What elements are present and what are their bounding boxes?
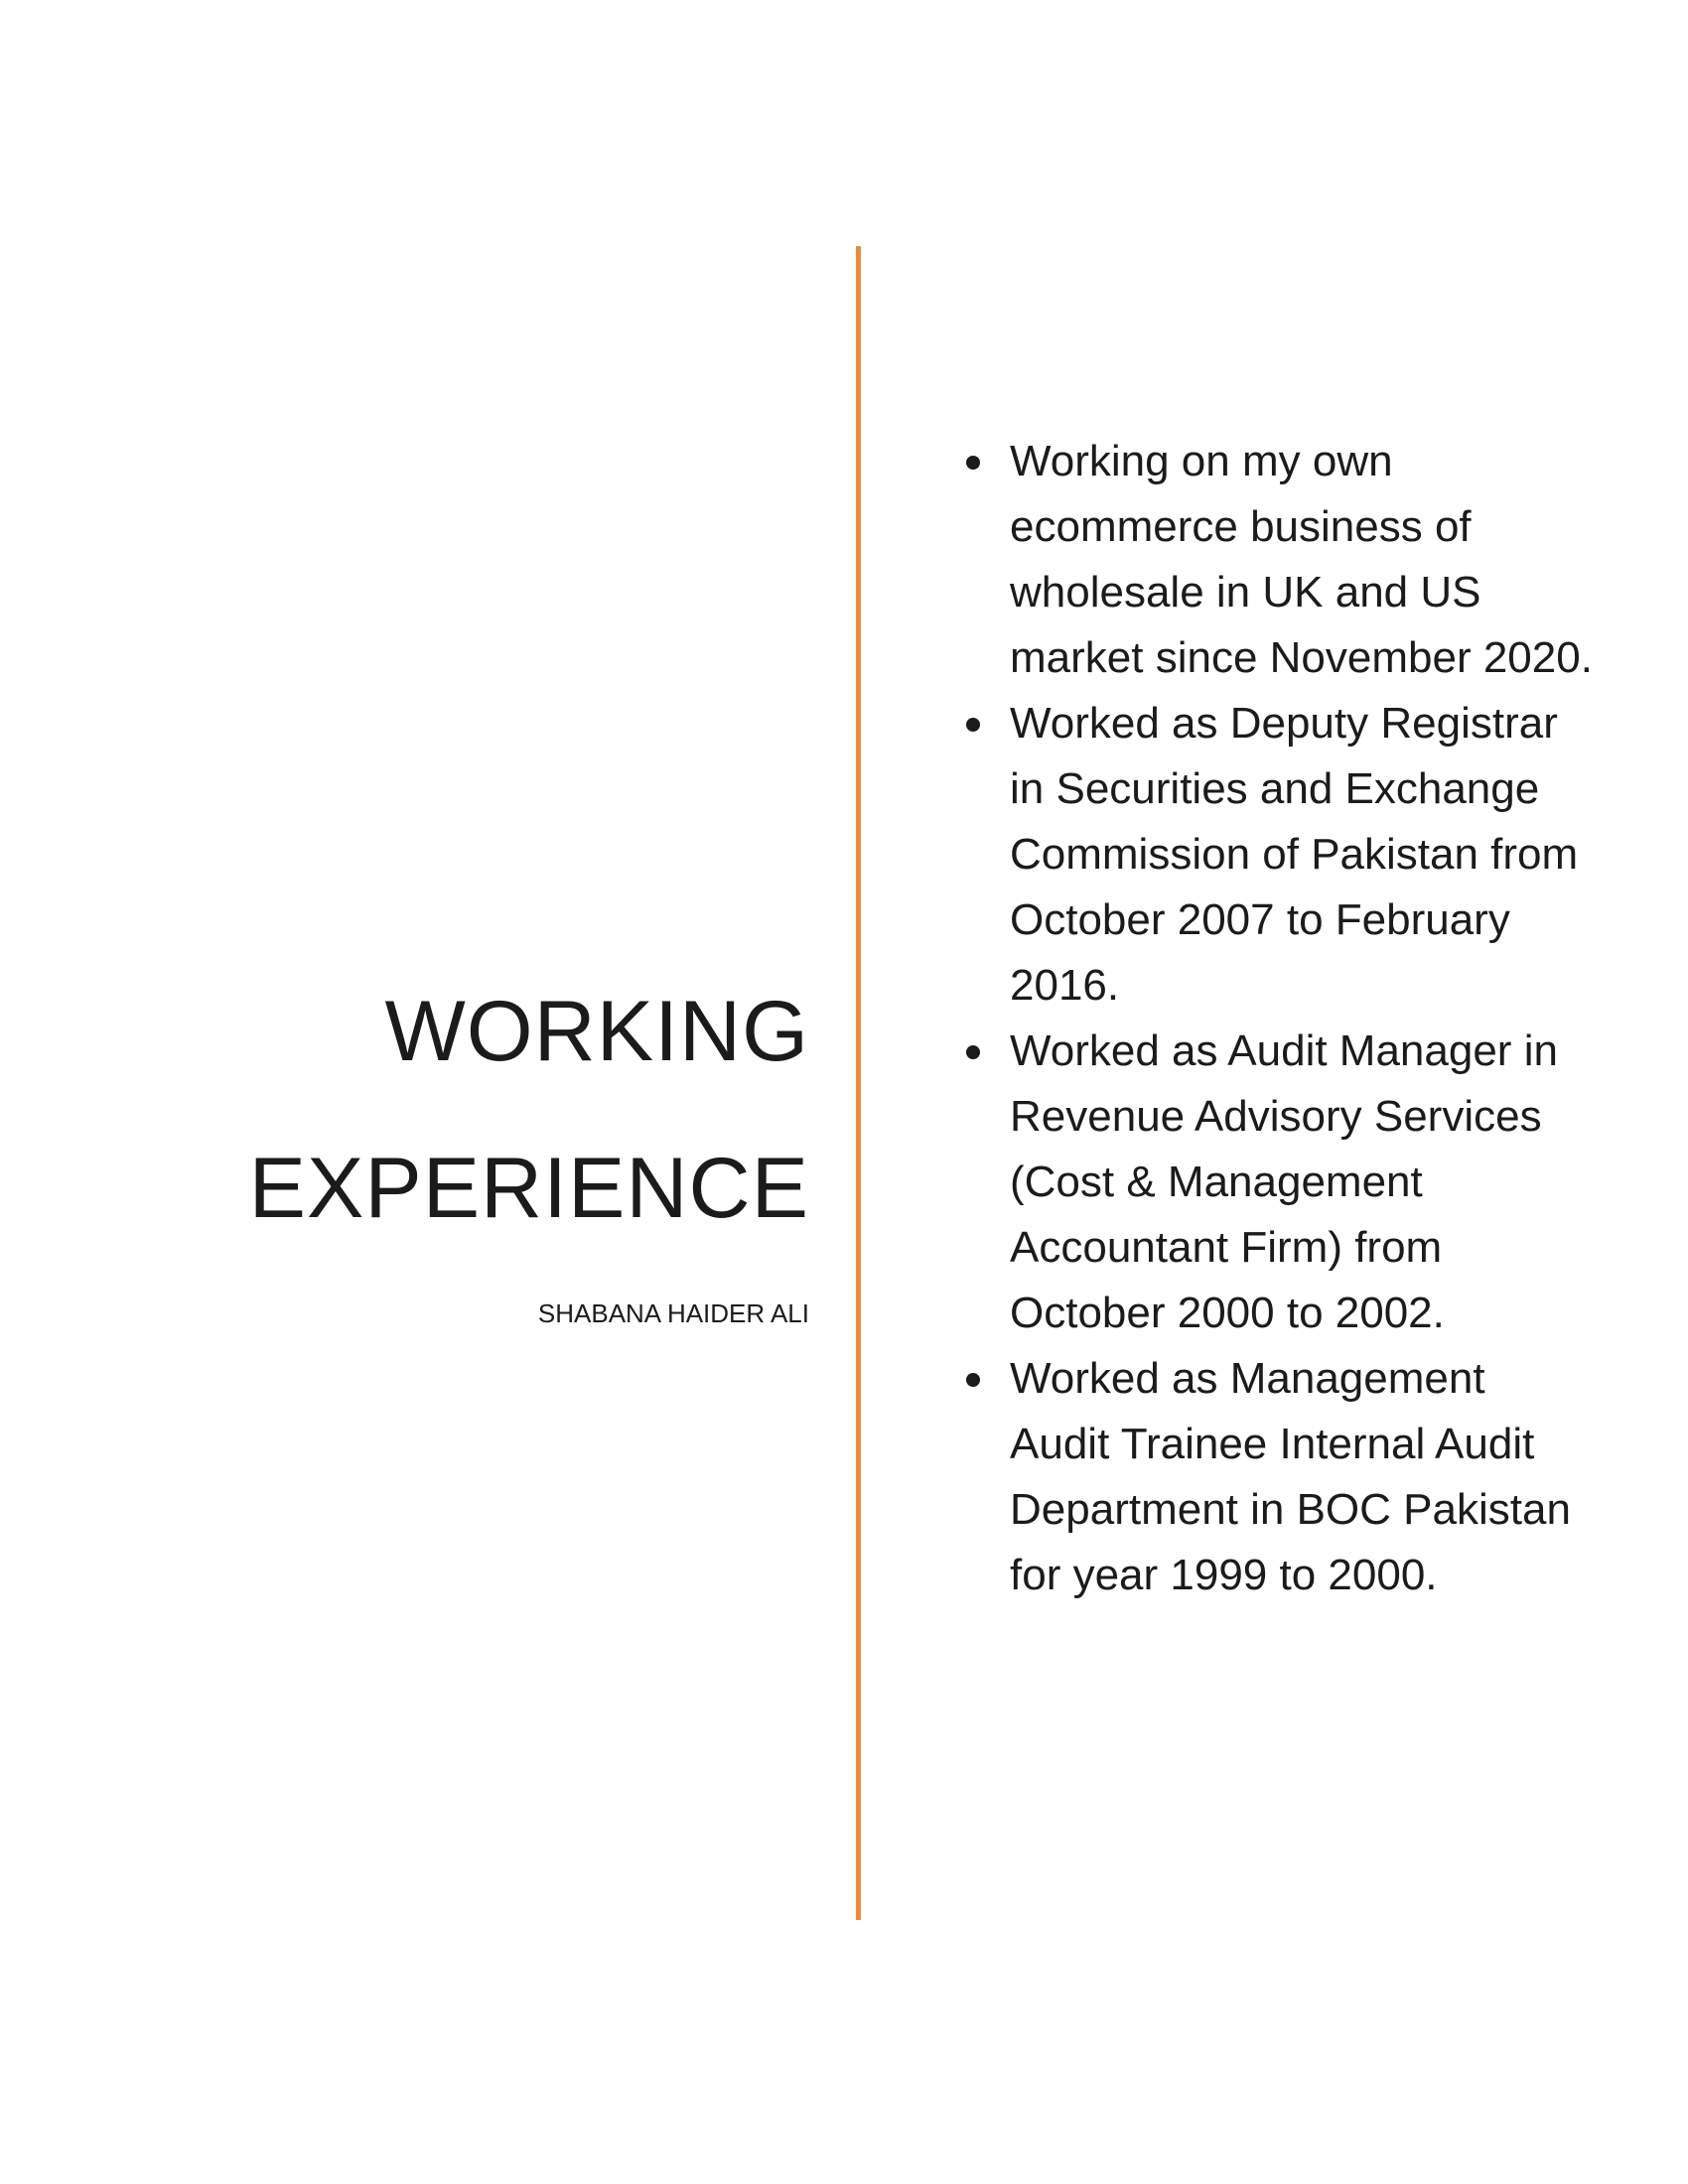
section-title-line-1: WORKING	[384, 984, 809, 1079]
bullet-icon	[966, 718, 980, 732]
experience-text-3: Worked as Audit Manager in Revenue Advisory Services (Cost & Management Accountant Firm) from October 2000 to 2002.	[1010, 1026, 1558, 1337]
experience-section	[958, 429, 1594, 1608]
section-title	[218, 953, 809, 1267]
experience-text-2: Worked as Deputy Registrar in Securities and Exchange Commission of Pakistan from October 2007 to February 2016.	[1010, 699, 1579, 1010]
bullet-icon	[966, 1045, 980, 1059]
title-section	[218, 953, 809, 1330]
author-name: SHABANA HAIDER ALI	[537, 1298, 809, 1328]
experience-text-4: Worked as Management Audit Trainee Internal Audit Department in BOC Pakistan for year 1999 to 2000.	[1010, 1354, 1571, 1599]
experience-text-1: Working on my own ecommerce business of wholesale in UK and US market since November 2020.	[1010, 437, 1593, 682]
section-title-line-2: EXPERIENCE	[248, 1141, 809, 1236]
bullet-icon	[966, 1373, 980, 1387]
experience-item-2	[958, 691, 1594, 1019]
experience-list	[958, 429, 1594, 1608]
experience-item-1	[958, 429, 1594, 691]
vertical-divider	[856, 246, 861, 1920]
experience-item-3	[958, 1019, 1594, 1346]
bullet-icon	[966, 456, 980, 470]
experience-item-4	[958, 1346, 1594, 1608]
